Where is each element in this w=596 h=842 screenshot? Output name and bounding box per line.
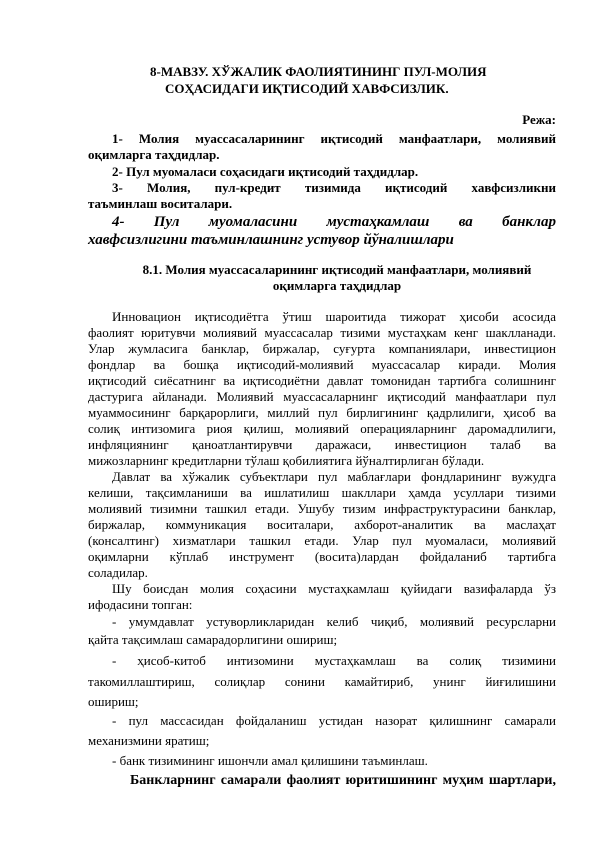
- paragraph-1-line-4: фондлар ва бошқа иқтисодий-молиявий муассасалар киради. Молия: [88, 357, 556, 372]
- paragraph-1-line-6: дастурига айланади. Молиявий муассасаларнинг иқтисодий манфаатлари пул: [88, 389, 556, 404]
- plan-item-4-line-1: 4- Пул муомаласини мустаҳкамлаш ва банклар: [112, 214, 556, 230]
- paragraph-2-line-2: келиши, тақсимланиши ва ишлатилиш шакллари ҳамда усуллари тизими: [88, 485, 556, 500]
- paragraph-2-line-5: (консалтинг) хизматлари ташкил етади. Улар пул муомаласи, молиявий: [88, 533, 556, 548]
- bullet-4: - банк тизимининг ишончли амал қилишини таъминлаш.: [112, 753, 428, 768]
- paragraph-2-line-7: соладилар.: [88, 565, 148, 580]
- paragraph-1-line-5: иқтисодий сиёсатнинг ва иқтисодиётни давлат томонидан тартибга солишнинг: [88, 373, 556, 388]
- bullet-1-line-1: - умумдавлат устуворликларидан келиб чиқиб, молиявий ресурсларни: [112, 614, 556, 629]
- section-heading-line-2: оқимларга таҳдидлар: [272, 278, 402, 293]
- paragraph-1-line-2: фаолият юритувчи молиявий муассасалар тизими мустаҳкам кенг шаклланади.: [88, 325, 556, 340]
- title-line-1: 8-МАВЗУ. ХЎЖАЛИК ФАОЛИЯТИНИНГ ПУЛ-МОЛИЯ: [150, 64, 487, 79]
- paragraph-1-line-3: Улар жумласига банклар, биржалар, суғурта компаниялари, инвестицион: [88, 341, 556, 356]
- paragraph-1-line-10: мижозларнинг кредитларни тўлаш қобилиятига йўналтирлиган бўлади.: [88, 453, 485, 468]
- bullet-2-line-3: ошириш;: [88, 694, 139, 709]
- paragraph-1-line-9: инфляциянинг қаноатлантирувчи даражаси, инвестицион талаб ва: [88, 437, 556, 452]
- plan-item-4-line-2: хавфсизлигини таъминлашнинг устувор йўналишлари: [88, 232, 454, 248]
- bullet-2-line-2: такомиллаштириш, солиқлар сонини камайтириб, унинг йиғилишини: [88, 674, 556, 689]
- plan-item-3-line-2: таъминлаш воситалари.: [88, 196, 233, 211]
- paragraph-1-line-7: муаммосининг барқарорлиги, миллий пул бирлигининг қадрлилиги, ҳисоб ва: [88, 405, 556, 420]
- plan-item-1-line-2: оқимларга таҳдидлар.: [88, 147, 220, 162]
- paragraph-2-line-3: молиявий тизимни ташкил етади. Ушубу тизим инфраструктурасини банклар,: [88, 501, 556, 516]
- plan-item-2: 2- Пул муомаласи соҳасидаги иқтисодий таҳдидлар.: [112, 164, 419, 179]
- bullet-3-line-1: - пул массасидан фойдаланиш устидан назорат қилишнинг самарали: [112, 713, 556, 728]
- paragraph-3-line-2: ифодасини топган:: [88, 597, 193, 612]
- paragraph-2-line-6: оқимларни кўплаб инструмент (восита)лардан фойдаланиб тартибга: [88, 549, 556, 564]
- bullet-2-line-1: - ҳисоб-китоб интизомини мустаҳкамлаш ва солиқ тизимини: [112, 653, 556, 668]
- plan-item-3-line-1: 3- Молия, пул-кредит тизимида иқтисодий хавфсизликни: [112, 180, 556, 195]
- bullet-3-line-2: механизмини яратиш;: [88, 733, 210, 748]
- bullet-1-line-2: қайта тақсимлаш самарадорлигини ошириш;: [88, 632, 338, 647]
- plan-heading: Режа:: [522, 112, 556, 127]
- paragraph-3-line-1: Шу боисдан молия соҳасини мустаҳкамлаш қуйидаги вазифаларда ўз: [112, 581, 556, 596]
- final-line: Банкларнинг самарали фаолият юритишининг муҳим шартлари,: [130, 773, 556, 788]
- paragraph-1-line-1: Инновацион иқтисодиётга ўтиш шароитида тижорат ҳисоби асосида: [112, 309, 556, 324]
- title-line-2: СОҲАСИДАГИ ИҚТИСОДИЙ ХАВФСИЗЛИК.: [165, 81, 449, 96]
- section-heading-line-1: 8.1. Молия муассасаларининг иқтисодий манфаатлари, молиявий: [142, 262, 532, 277]
- paragraph-2-line-1: Давлат ва хўжалик субъектлари пул маблағлари фондларининг вужудга: [112, 469, 556, 484]
- paragraph-2-line-4: биржалар, коммуникация воситалари, ахборот-аналитик ва маслаҳат: [88, 517, 556, 532]
- plan-item-1-line-1: 1- Молия муассасаларининг иқтисодий манфаатлари, молиявий: [112, 131, 556, 146]
- paragraph-1-line-8: солиқ интизомига риоя қилиш, молиявий операцияларнинг даромадлилиги,: [88, 421, 556, 436]
